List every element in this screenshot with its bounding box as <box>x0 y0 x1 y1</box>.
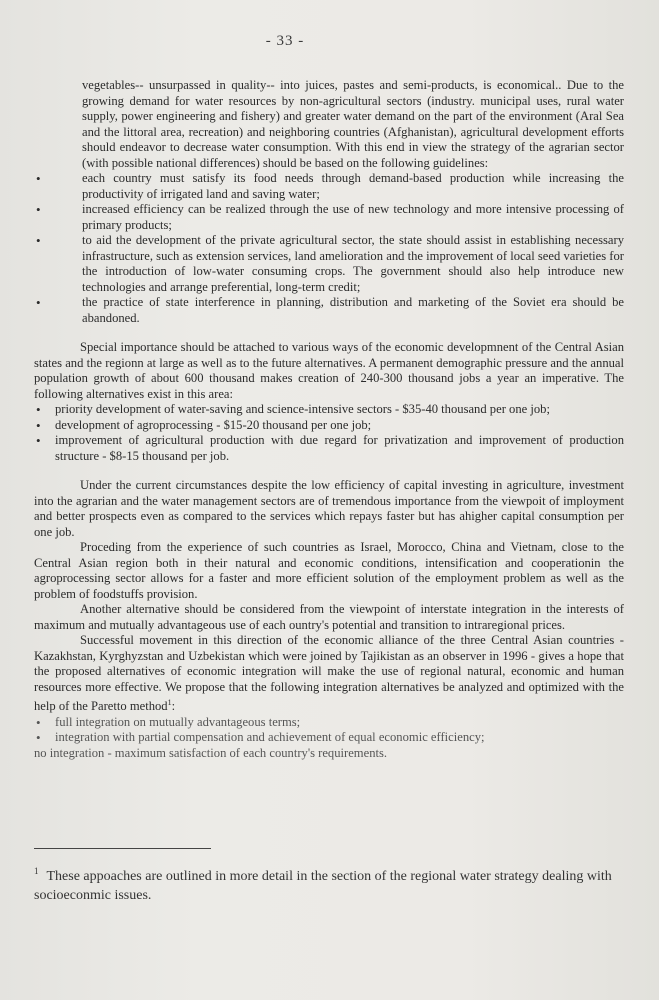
paragraph-current-circumstances: Under the current circumstances despite the low efficiency of capital investing in agriculture, investment into the agrarian and the water management sectors are of tremendous importance from the viewpoit of imployment and better prospects even as compared to the services which repays faster but has ahigher capital consumption per one job. <box>34 478 624 539</box>
footnote-text: These appoaches are outlined in more detail in the section of the regional water strategy dealing with socioeconmic issues. <box>34 869 612 903</box>
bullet-icon: • <box>36 295 41 310</box>
footnote-reference: 1 <box>167 698 172 707</box>
list-item: • integration with partial compensation and achievement of equal economic efficiency; <box>36 730 485 746</box>
page-number: - 33 - <box>265 33 305 49</box>
bullet-icon: • <box>36 714 41 730</box>
body-text <box>34 78 624 761</box>
guidelines-list <box>34 171 624 326</box>
list-item: • development of agroprocessing - $15-20 thousand per one job; <box>36 417 372 433</box>
bullet-icon: • <box>36 417 41 433</box>
alternatives-list <box>34 402 624 464</box>
integration-list <box>34 715 624 746</box>
bullet-icon: • <box>36 433 41 448</box>
intro-paragraph: vegetables-- unsurpassed in quality-- into juices, pastes and semi-products, is economical.. Due to the growing demand for water resources by non-agricultural sectors (industry. municipal uses, rural water supply, power engineering and fishery) and greater water demand on the part of the environment (Aral Sea and the littoral area, recreation) and neighboring countries (Afghanistan), agricultural development efforts should endeavor to decrease water consumption. With this end in view the strategy of the agrarian sector (with possible national differences) should be based on the following guidelines: <box>82 78 624 170</box>
paragraph-proceding: Proceding from the experience of such countries as Israel, Morocco, China and Vietnam, close to the Central Asian region both in their natural and economic conditions, intensification and cooperationin the agroprocessing sector allows for a faster and more efficient solution of the employment problem as well as the problem of foodstuffs provision. <box>34 540 624 601</box>
footnote <box>34 862 624 905</box>
list-item: • increased efficiency can be realized through the use of new technology and more intensive processing of primary products; <box>36 202 624 232</box>
bullet-icon: • <box>36 402 41 417</box>
list-item: • full integration on mutually advantageous terms; <box>36 714 301 730</box>
no-integration-line: no integration - maximum satisfaction of each country's requirements. <box>34 745 388 760</box>
paragraph-successful-movement: Successful movement in this direction of the economic alliance of the three Central Asian countries -Kazakhstan, Kyrghyzstan and Uzbekistan which were joined by Tajikistan as an observer in 1996 - gives a hope that the proposed alternatives of economic integration will make the use of regional natural, economic and human resources more effective. We propose that the following integration alternatives be analyzed and optimized with the help of the Paretto method$^1$: <box>34 633 624 714</box>
bullet-icon: • <box>36 171 41 186</box>
list-item: • the practice of state interference in planning, distribution and marketing of the Soviet era should be abandoned. <box>36 295 624 325</box>
list-item: • to aid the development of the private agricultural sector, the state should assist in establishing necessary infrastructure, such as extension services, land amelioration and the improvement of local seed varieties for the introduction of low-water consuming crops. The government should also help introduce new technologies and arrange preferential, long-term credit; <box>36 233 624 294</box>
bullet-icon: • <box>36 730 41 746</box>
list-item: • improvement of agricultural production with due regard for privatization and improvement of production structure - $8-15 thousand per job. <box>36 433 624 463</box>
bullet-icon: • <box>36 202 41 217</box>
list-item: • each country must satisfy its food needs through demand-based production while increasing the productivity of irrigated land and saving water; <box>36 171 624 201</box>
paragraph-another-alternative: Another alternative should be considered from the viewpoint of interstate integration in the interests of maximum and mutually advantageous use of each ountry's potential and transition to intraregional prices. <box>34 602 624 632</box>
paragraph-special-importance: Special importance should be attached to various ways of the economic developmnent of the Central Asian states and the regionn at large as well as to the future alternatives. A permanent demographic pressure and the annual population growth of about 600 thousand makes creation of 240-300 thousand jobs a year an imperative. The following alternatives exist in this area: <box>34 340 624 401</box>
bullet-icon: • <box>36 233 41 248</box>
footnote-mark: 1 <box>34 866 39 876</box>
list-item: • priority development of water-saving and science-intensive sectors - $35-40 thousand per one job; <box>36 402 550 417</box>
footnote-divider <box>34 848 211 849</box>
